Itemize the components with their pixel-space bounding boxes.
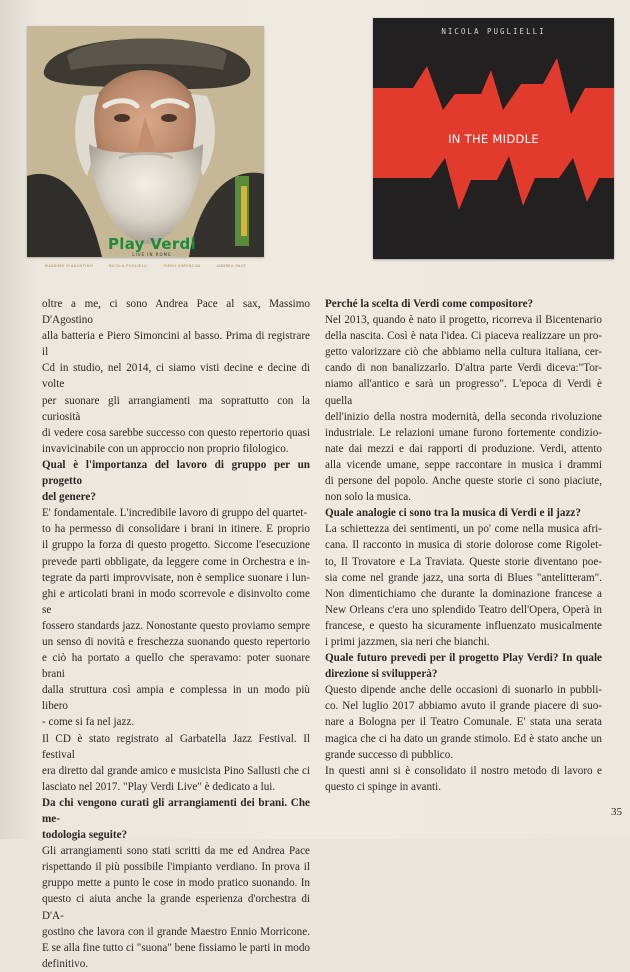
body-text-line: alla vicende umane, seppe raccontare in musica i drammi [325,458,602,471]
body-text-line: i primi jazzmen, sia neri che bianchi. [325,635,490,648]
credit-name: NICOLA PUGLIELLI [108,264,148,268]
interview-question-line: Quale analogie ci sono tra la musica di Verdi e il jazz? [325,507,581,520]
body-text-line: questo ci aiuta anche la grande esperienza d'orchestra di D'A- [42,893,310,922]
body-text-line: getto valorizzare ciò che abbiamo nella cultura italiana, cer- [325,346,602,359]
credit-name: ANDREA PACE [216,264,247,268]
body-text-line: nate dai mezzi e dai rapporti di produzione. Verdi, attento [325,442,602,455]
album-artist: NICOLA PUGLIELLI [441,27,546,36]
body-text-line: Questo dipende anche delle occasioni di suonarlo in pubbli- [325,684,602,697]
body-text-line: New Orleans c'era uno splendido Teatro dell'Opera, Operà in [325,603,602,616]
body-text-line: oltre a me, ci sono Andrea Pace al sax, Massimo D'Agostino [42,298,310,327]
interview-question-line: Da chi vengono curati gli arrangiamenti dei brani. Che me- [42,796,310,825]
body-text-line: tegrate da parti improvvisate, non è semplice suonare i lun- [42,571,310,584]
body-text-line: magica che ci ha dato un grande stimolo. Ed è stato anche un [325,732,602,745]
body-text-line: nare a Bologna per il Teatro Comunale. E' stata una serata [325,716,602,729]
body-text-line: della nascita. Così è nata l'idea. Ci piaceva realizzare un pro- [325,330,602,343]
body-text-line: dalla struttura così ampia e complessa in un modo più libero [42,684,310,713]
body-text-line: francese, e questo ha sicuramente influenzato musicalmente [325,619,602,632]
body-text-line: rispettando il più possibile l'impianto verdiano. In prova il [42,861,310,874]
body-text-line: questo ci spinge in avanti. [325,780,442,793]
credit-name: MASSIMO D'AGOSTINO [44,264,94,268]
interview-question-line: todologia seguite? [42,829,128,842]
album-subtitle: LIVE IN ROME [132,252,172,257]
interview-question-line: Qual è l'importanza del lavoro di gruppo per un progetto [42,458,310,488]
page-number: 35 [611,806,622,818]
body-text-line: niamo all'antico e sarà un progresso". L'epoca di Verdi è quella [325,378,602,407]
credit-name: PIERO SIMONCINI [163,264,201,268]
body-text-line: to ha permesso di consolidare i brani in itinere. E proprio [42,523,310,536]
body-text-line: sia come nel grande jazz, una sorta di Blues "antelitteram". [325,571,602,584]
body-text-line: dell'inizio della nostra modernità, della seconda rivoluzione [325,410,602,423]
body-text-line: Non dimentichiamo che durante la dominazione francese a [325,587,602,600]
body-text-line: ghi e articolati brani in modo scorrevole e disinvolto come se [42,587,310,616]
album-cover-in-the-middle [373,18,614,259]
body-text-line: un senso di novità e freschezza suonando questo repertorio [42,635,310,648]
body-text-line: E se alla fine tutto ci "suona" bene fissiamo le parti in modo [42,941,310,954]
body-text-line: gruppo mette a punto le cose in modo pratico suonando. In [42,877,310,890]
body-text-line: di vedere cosa sarebbe successo con questo repertorio quasi [42,426,310,439]
body-text-line: il gruppo la forza di questo progetto. Siccome l'esecuzione [42,539,310,552]
body-text-line: fossero standards jazz. Nonostante questo proviamo sempre [42,619,310,632]
body-text-line: cando di non banalizzarlo. D'altra parte Verdi diceva:"Tor- [325,362,602,375]
body-text-line: e ciò ha portato a quello che speravamo: poter suonare brani [42,652,310,681]
body-text-line: lasciato nel 2017. "Play Verdi Live" è dedicato a lui. [42,780,276,793]
body-text-line: E' fondamentale. L'incredibile lavoro di gruppo del quartet- [42,507,308,520]
interview-question-line: Perché la scelta di Verdi come compositore? [325,298,534,310]
body-text-line: alla batteria e Piero Simoncini al basso. Prima di registrare il [42,330,310,359]
body-text-line: prevede parti obbligate, da leggere come in Orchestra e in- [42,555,310,568]
interview-question-line: direzione si svilupperà? [325,668,438,681]
verdi-portrait-illustration [27,26,264,257]
album-title: IN THE MIDDLE [448,132,539,146]
body-text-line: In questi anni si è consolidato il nostro metodo di lavoro e [325,764,602,777]
body-text-line: grande successo di pubblico. [325,748,454,761]
body-text-line: invavicinabile con un approccio non proprio filologico. [42,442,289,455]
body-text-line: - come si fa nel jazz. [42,716,135,729]
body-text-line: era diretto dal grande amico e musicista Pino Sallusti che ci [42,764,310,777]
body-text-line: cana. Il racconto in musica di storie dolorose come Rigolet- [325,539,602,552]
body-text-line: Cd in studio, nel 2014, ci siamo visti decine e decine di volte [42,362,310,391]
album-title: Play Verdi [107,235,197,253]
body-text-line: industriale. Le relazioni umane furono fortemente condizio- [325,426,602,439]
body-text-line: Gli arrangiamenti sono stati scritti da me ed Andrea Pace [42,845,310,858]
body-text-line: La schiettezza dei sentimenti, un po' come nella musica afri- [325,523,602,536]
album-credits [37,264,254,268]
interview-question-line: Quale futuro prevedi per il progetto Play Verdi? In quale [325,652,602,665]
body-text-line: di persone del popolo. Anche queste storie ci sono piaciute, [325,475,602,488]
body-text-line: non solo la musica. [325,491,412,504]
body-text-line: per suonare gli arrangiamenti ma soprattutto con la curiosità [42,394,310,423]
body-text-line: to, Il Trovatore e La Traviata. Queste storie diventano poe- [325,555,602,568]
body-text-line: Nel 2013, quando è nato il progetto, ricorreva il Bicentenario [325,314,602,327]
body-text-line: Il CD è stato registrato al Garbatella Jazz Festival. Il festival [42,732,310,761]
article-column-right [325,296,602,795]
body-text-line: gostino che lavora con il grande Maestro Ennio Morricone. [42,925,310,938]
body-text-line: definitivo. [42,957,89,970]
body-text-line: co. Nel luglio 2017 abbiamo avuto il grande piacere di suo- [325,700,602,713]
album-cover-play-verdi [27,26,264,268]
interview-question-line: del genere? [42,491,96,504]
article-column-left [42,296,310,972]
